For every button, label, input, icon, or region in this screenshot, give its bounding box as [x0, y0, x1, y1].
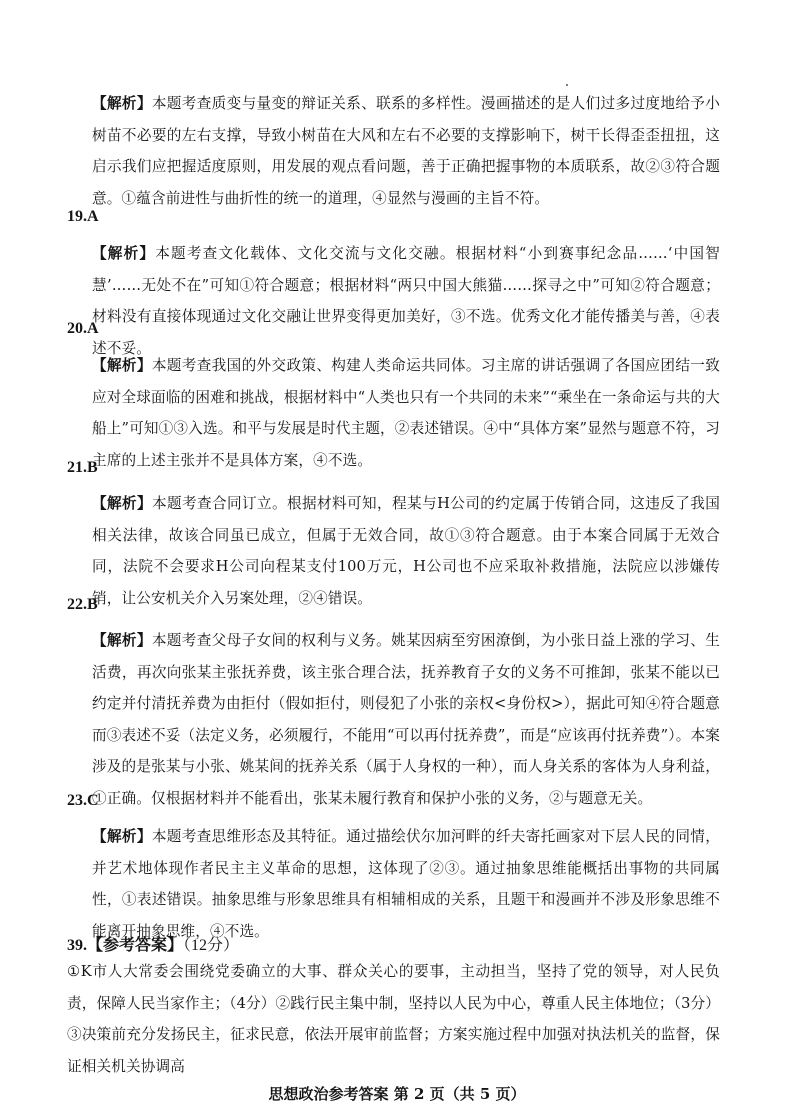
- q21-analysis-text: 本题考查合同订立。根据材料可知，程某与H公司的约定属于传销合同，这违反了我国相关法律，故该合同虽已成立，但属于无效合同，故①③符合题意。由于本案合同属于无效合同，法院不会要求H公司向程某支付100万元，H公司也不应采取补救措施，法院应以涉嫌传销，让公安机关介入另案处理，②④错误。: [92, 495, 720, 607]
- analysis-tag: 【解析】: [92, 495, 153, 512]
- analysis-tag: 【解析】: [92, 828, 152, 845]
- q18-analysis: [92, 88, 720, 214]
- analysis-tag: 【解析】: [92, 357, 152, 374]
- q20-analysis-text: 本题考查我国的外交政策、构建人类命运共同体。习主席的讲话强调了各国应团结一致应对全球面临的困难和挑战，根据材料中“人类也只有一个共同的未来”“乘坐在一条命运与共的大船上”可知①③入选。和平与发展是时代主题，②表述错误。④中“具体方案”显然与题意不符，习主席的上述主张并不是具体方案，④不选。: [92, 357, 720, 469]
- q23-number: 23.C: [67, 792, 99, 809]
- q39-score: （12分）: [183, 937, 240, 954]
- q39-heading: [67, 932, 239, 955]
- analysis-tag: 【解析】: [92, 632, 152, 649]
- analysis-tag: 【解析】: [92, 95, 152, 112]
- q39-answer: [67, 956, 720, 1082]
- analysis-tag: 【解析】: [92, 245, 156, 262]
- q21-number: 21.B: [67, 459, 98, 476]
- q19-number: 19.A: [67, 208, 99, 225]
- reference-answer-tag: 【参考答案】: [87, 937, 184, 954]
- q22-analysis: [92, 625, 720, 814]
- q22-number: 22.B: [67, 596, 98, 613]
- q18-analysis-text: 本题考查质变与量变的辩证关系、联系的多样性。漫画描述的是人们过多过度地给予小树苗不必要的左右支撑，导致小树苗在大风和左右不必要的支撑影响下，树干长得歪歪扭扭，这启示我们应把握适度原则，用发展的观点看问题，善于正确把握事物的本质联系，故②③符合题意。①蕴含前进性与曲折性的统一的道理，④显然与漫画的主旨不符。: [92, 95, 720, 207]
- q39-answer-text: ①K市人大常委会围绕党委确立的大事、群众关心的要事，主动担当，坚持了党的领导，对人民负责，保障人民当家作主；（4分）②践行民主集中制，坚持以人民为中心，尊重人民主体地位；（3分）③决策前充分发扬民主，征求民意，依法开展审前监督；方案实施过程中加强对执法机关的监督，保证相关机关协调高: [67, 963, 720, 1075]
- q20-analysis: [92, 350, 720, 476]
- q23-analysis: [92, 821, 720, 947]
- page-footer: 思想政治参考答案 第 2 页（共 5 页）: [268, 1085, 526, 1103]
- q21-analysis: [92, 488, 720, 614]
- scan-speck: [566, 84, 568, 86]
- q20-number: 20.A: [67, 320, 99, 337]
- q19-analysis: [92, 238, 720, 364]
- q19-analysis-text: 本题考查文化载体、文化交流与文化交融。根据材料“小到赛事纪念品……‘中国智慧’……无处不在”可知①符合题意；根据材料“两只中国大熊猫……探寻之中”可知②符合题意；材料没有直接体现通过文化交融让世界变得更加美好，③不选。优秀文化才能传播美与善，④表述不妥。: [92, 245, 720, 357]
- q23-analysis-text: 本题考查思维形态及其特征。通过描绘伏尔加河畔的纤夫寄托画家对下层人民的同情，并艺术地体现作者民主主义革命的思想，这体现了②③。通过抽象思维能概括出事物的共同属性，①表述错误。抽象思维与形象思维具有相辅相成的关系，且题干和漫画并不涉及形象思维不能离开抽象思维，④不选。: [92, 828, 720, 940]
- q39-number: 39.: [67, 937, 87, 954]
- q22-analysis-text: 本题考查父母子女间的权利与义务。姚某因病至穷困潦倒，为小张日益上涨的学习、生活费，再次向张某主张抚养费，该主张合理合法，抚养教育子女的义务不可推卸，张某不能以已约定并付清抚养费为由拒付（假如拒付，则侵犯了小张的亲权<身份权>），据此可知④符合题意而③表述不妥（法定义务，必须履行，不能用“可以再付抚养费”，而是“应该再付抚养费”）。本案涉及的是张某与小张、姚某间的抚养关系（属于人身权的一种），而人身关系的客体为人身利益，①正确。仅根据材料并不能看出，张某未履行教育和保护小张的义务，②与题意无关。: [92, 632, 720, 807]
